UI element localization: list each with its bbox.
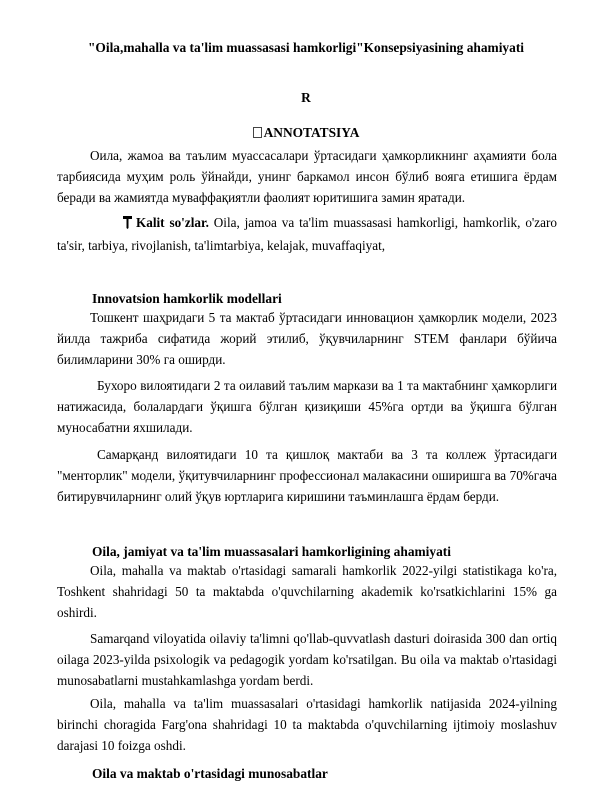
pin-icon xyxy=(90,214,132,235)
section-heading-innovation: Innovatsion hamkorlik modellari xyxy=(92,291,282,306)
section1-paragraph-3: Самарқанд вилоятидаги 10 та қишлоқ мактаби ва 3 та коллеж ўртасидаги "менторлик" модели, ўқитувчиларнинг профессионал малакасини оширишга ва 70%гача битирувчиларнинг олий ўқув юртларига киришини таъминлашга ёрдам берди. xyxy=(57,447,557,504)
section-heading-family-school: Oila va maktab o'rtasidagi munosabatlar xyxy=(92,766,328,781)
section2-paragraph-3: Oila, mahalla va ta'lim muassasalari o'rtasidagi hamkorlik natijasida 2024-yilning birinchi choragida Farg'ona shahridagi 10 ta maktabda o'quvchilarning ijtimoiy moslashuv darajasi 10 foizga oshdi. xyxy=(57,696,557,753)
keywords-label: Kalit so'zlar. xyxy=(136,215,209,230)
annotation-heading-text: ANNOTATSIYA xyxy=(263,125,360,140)
keywords-text: Oila, jamoa va ta'lim muassasasi hamkorligi, hamkorlik, o'zaro ta'sir, tarbiya, rivojlanish, ta'limtarbiya, kelajak, muvaffaqiyat, xyxy=(57,215,557,253)
section-heading-importance: Oila, jamiyat va ta'lim muassasalari hamkorligining ahamiyati xyxy=(92,544,451,559)
section1-paragraph-1: Тошкент шаҳридаги 5 та мактаб ўртасидаги инновацион ҳамкорлик модели, 2023 йилда тажриба сифатида жорий этилиб, ўқувчиларнинг STEM фанлари бўйича билимларини 30% га оширди. xyxy=(57,310,557,367)
section2-paragraph-2: Samarqand viloyatida oilaviy ta'limni qo'llab-quvvatlash dasturi doirasida 300 dan ortiq oilaga 2023-yilda psixologik va pedagogik yordam ko'rsatilgan. Bu oila va maktab o'rtasidagi munosabatlarni mustahkamlashga yordam berdi. xyxy=(57,631,557,688)
section2-paragraph-1: Oila, mahalla va maktab o'rtasidagi samarali hamkorlik 2022-yilgi statistikaga ko'ra, Toshkent shahridagi 50 ta maktabda o'quvchilarning akademik ko'rsatkichlarini 15% ga oshirdi. xyxy=(57,563,557,620)
annotation-heading xyxy=(0,125,612,141)
keywords-paragraph xyxy=(57,212,557,256)
document-title: "Oila,mahalla va ta'lim muassasasi hamkorligi"Konsepsiyasining ahamiyati xyxy=(88,40,524,55)
square-icon xyxy=(253,127,262,138)
annotation-text: Оила, жамоа ва таълим муассасалари ўртасидаги ҳамкорликнинг аҳамияти бола тарбиясида муҳим роль ўйнайди, унинг баркамол инсон бўлиб вояга етишига ёрдам беради ва жамиятда муваффақиятли фаолият юритишига замин яратади. xyxy=(57,148,557,205)
r-mark: R xyxy=(301,90,311,105)
section1-paragraph-2: Бухоро вилоятидаги 2 та оилавий таълим маркази ва 1 та мактабнинг ҳамкорлиги натижасида, болалардаги ўқишга бўлган қизиқиши 45%га ортди ва ўқишга бўлган муносабатни яхшилади. xyxy=(57,378,557,435)
